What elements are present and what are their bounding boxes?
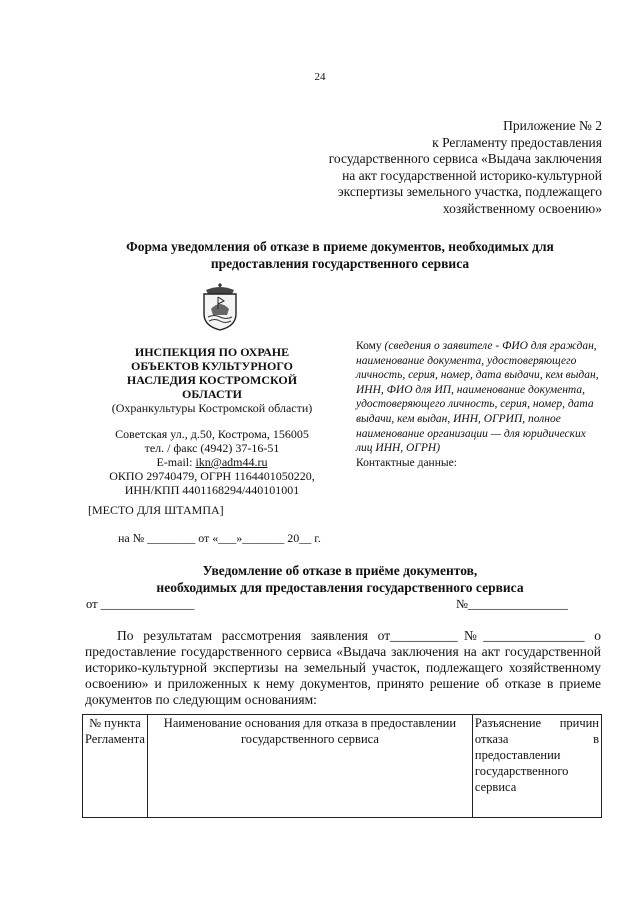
stamp-placeholder: [МЕСТО ДЛЯ ШТАМПА] [88,503,224,517]
recipient-hint: (сведения о заявителе - ФИО для граждан, наименование документа, удостоверяющего личность, серия, номер, дата выдачи, кем выдан, ИНН, ФИО для ИП, наименование документа, удостоверяющего личность, серия, номер, дата выдачи, кем выдан, ИНН, ОГРИП, полное наименование организации — для юридических лиц ИНН, ОГРН) [356,340,599,455]
form-title-line: предоставления государственного сервиса [210,256,470,271]
org-email-row [86,455,338,469]
org-phone: тел. / факс (4942) 37-16-51 [144,441,280,455]
form-title [70,238,610,272]
org-name-line: НАСЛЕДИЯ КОСТРОМСКОЙ [126,373,298,387]
org-name-line: ОБЪЕКТОВ КУЛЬТУРНОГО [130,359,294,373]
appendix-line: экспертизы земельного участка, подлежащего [337,184,602,199]
org-email-label: E-mail: [156,455,193,469]
form-title-line: Форма уведомления об отказе в приеме документов, необходимых для [126,239,554,254]
recipient-label: Кому [356,340,382,352]
appendix-line: на акт государственной историко-культурной [342,167,602,183]
organization-block [86,345,338,497]
reasons-table [82,714,602,818]
org-name-line: ОБЛАСТИ [182,387,242,401]
table-header-cell: № пункта Регламента [83,715,148,818]
org-name-line: ИНСПЕКЦИЯ ПО ОХРАНЕ [134,345,290,359]
notice-title-line: необходимых для предоставления государственного сервиса [156,580,524,595]
org-email-link[interactable]: ikn@adm44.ru [195,455,268,469]
appendix-line: государственного сервиса «Выдача заключения [328,151,602,166]
table-row [83,715,602,818]
org-codes-line: ИНН/КПП 4401168294/440101001 [124,483,300,497]
appendix-line: к Регламенту предоставления [432,134,602,150]
recipient-block [356,339,602,470]
contact-label: Контактные данные: [356,456,457,469]
table-header-cell: Наименование основания для отказа в предоставлении государственного сервиса [147,715,472,818]
org-address: Советская ул., д.50, Кострома, 156005 [115,427,309,441]
notice-title-line: Уведомление об отказе в приёме документов, [202,563,478,578]
appendix-block [242,118,602,217]
registration-line: на № ________ от «___»_______ 20__ г. [118,531,321,545]
date-from-line: от _______________ [86,597,195,611]
appendix-line: хозяйственному освоению» [442,200,602,216]
org-short-name: (Охранкультуры Костромской области) [111,401,313,415]
coat-of-arms-icon [198,283,242,331]
number-line: №________________ [456,597,568,611]
page-number: 24 [314,71,326,83]
table-header-cell: Разъяснение причин отказа в предоставлении государственного сервиса [472,715,601,818]
notice-title [60,562,620,596]
body-paragraph: По результатам рассмотрения заявления от__________№_______________ о предоставление государственного сервиса «Выдача заключения на акт государственной историко-культурной экспертизы на земельный участок, подлежащего хозяйственному освоению» и приложенных к нему документов, принято решение об отказе в приеме документов по следующим основаниям: [85,628,601,707]
appendix-line: Приложение № 2 [503,118,602,133]
body-text [85,628,601,708]
org-codes-line: ОКПО 29740479, ОГРН 1164401050220, [109,469,315,483]
